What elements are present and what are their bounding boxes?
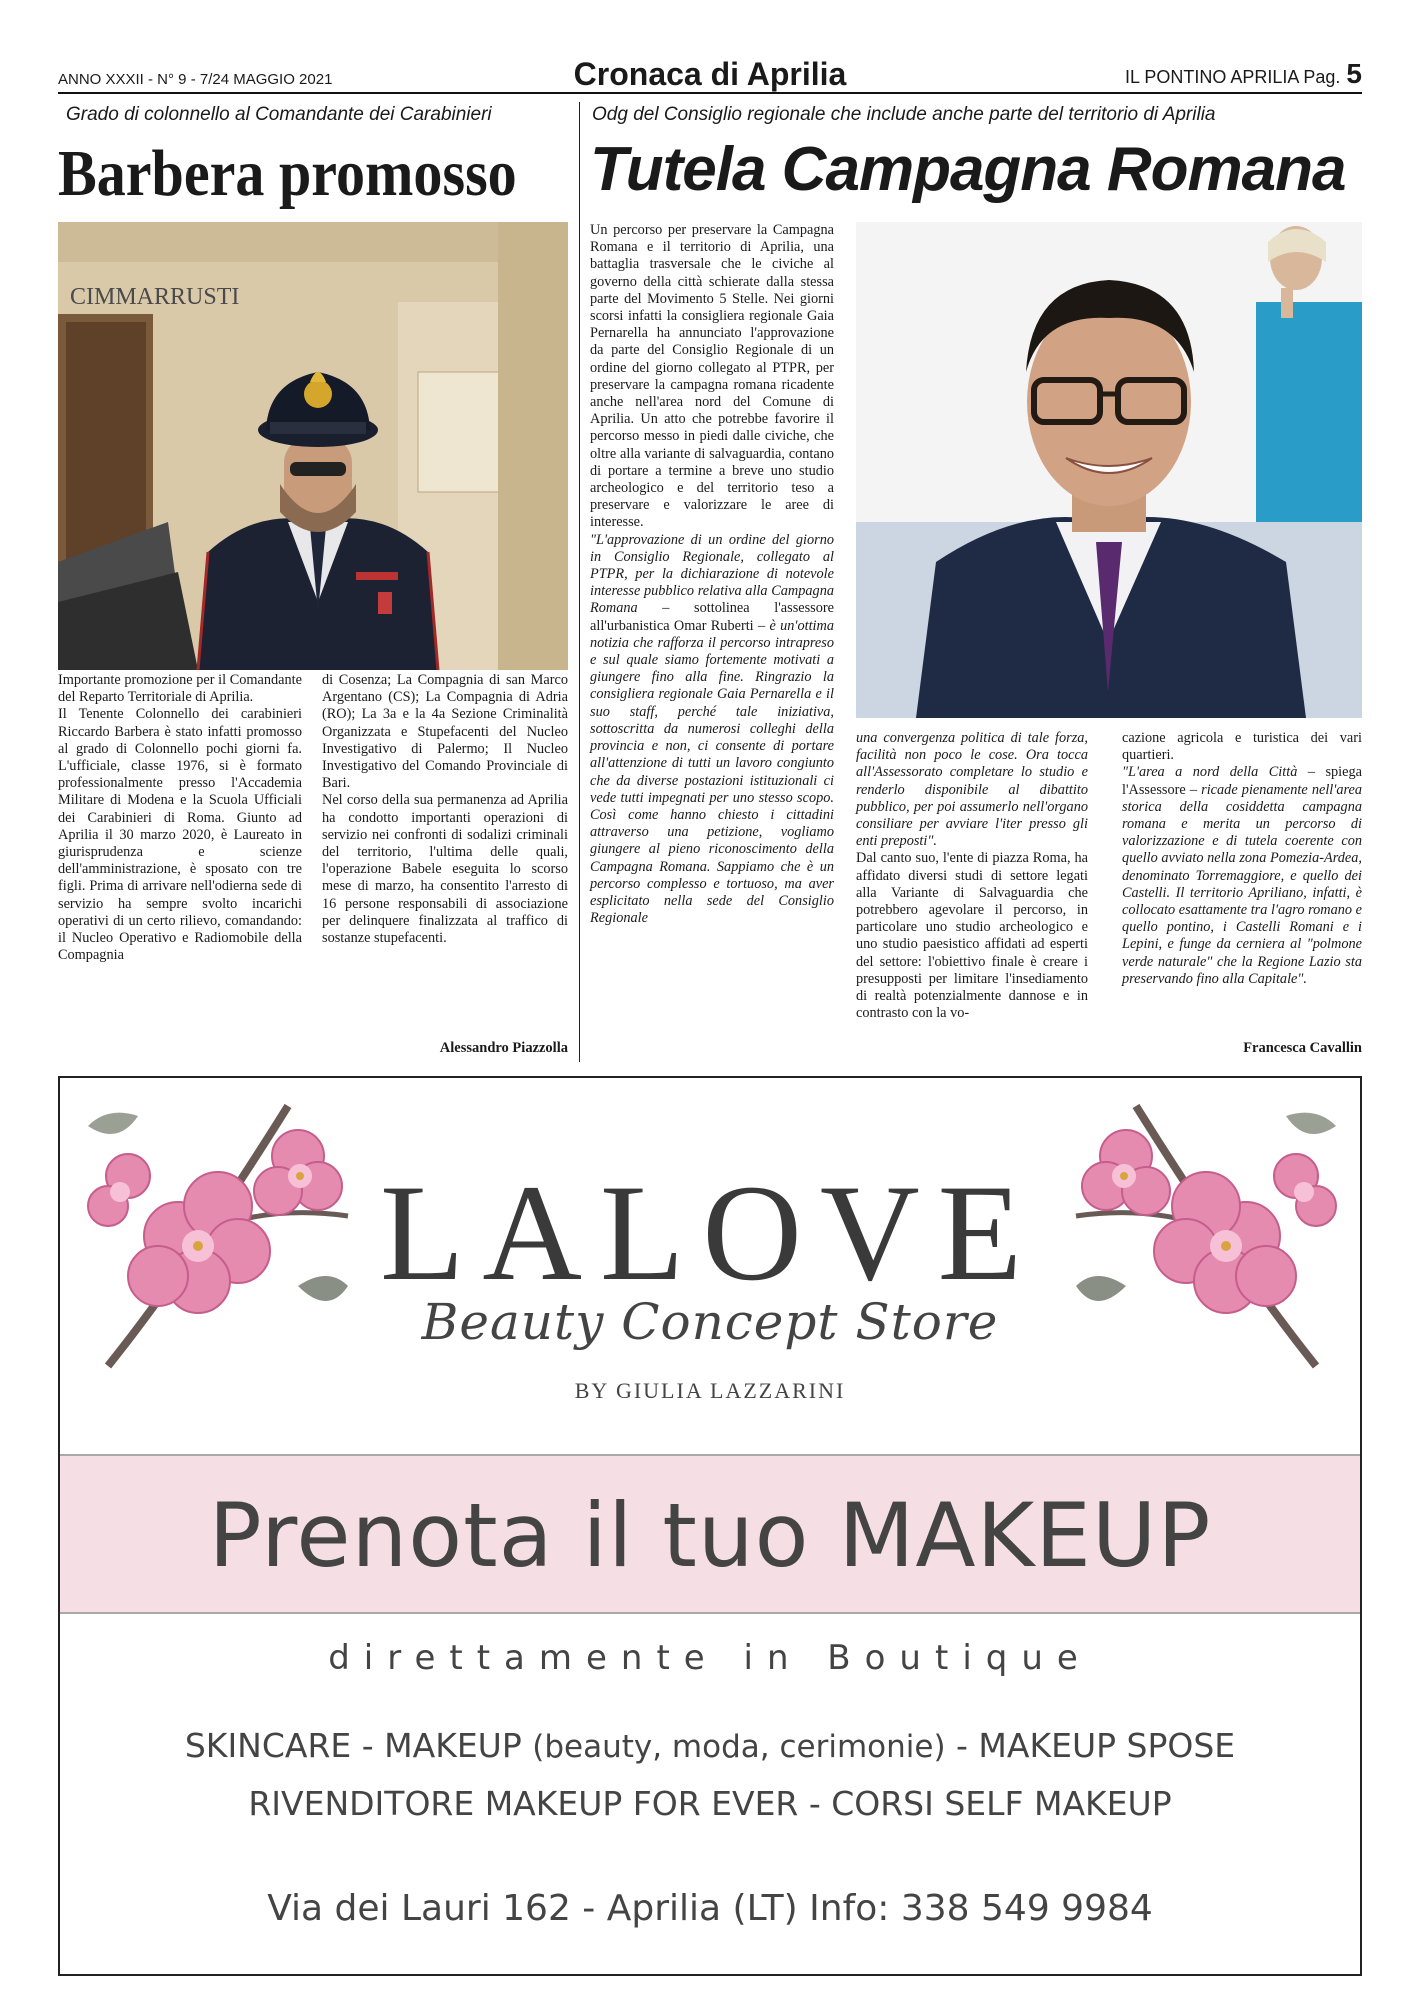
paragraph: Nel corso della sua permanenza ad Aprilia ha condotto importanti operazioni di servizio nei confronti di sodalizi criminali del territorio, l'ultima delle quali, l'operazione Babele eseguita lo scorso mese di marzo, ha consentito l'arresto di 16 persone responsabili di associazione per delinquere finalizzata al traffico di sostanze stupefacenti. [322, 792, 568, 947]
right-byline: Francesca Cavallin [1243, 1040, 1362, 1056]
services-line: SKINCARE - MAKEUP (beauty, moda, cerimonie) - MAKEUP SPOSE [184, 1726, 1236, 1765]
column-divider [579, 102, 580, 1062]
lalove-advertisement[interactable] [58, 1076, 1362, 1976]
right-kicker: Odg del Consiglio regionale che include anche parte del territorio di Aprilia [592, 104, 1216, 125]
quote-paragraph: "L'approvazione di un ordine del giorno in Consiglio Regionale, collegato al PTPR, per la dichiarazione di notevole interesse pubblico relativa alla Campagna Romana – sottolinea l'assessore all'urbanistica Omar Ruberti – è un'ottima notizia che rafforza il percorso intrapreso e sul quale siamo fortemente motivati a giungere fino alla fine. Ringrazio la consigliera regionale Gaia Pernarella e il suo staff, perché tale iniziativa, sottoscritta da numerosi colleghi della provincia e non, ci consente di portare all'attenzione di tutti un lavoro congiunto che da diverse postazioni istituzionali ci vede tutti impegnati per uno stesso scopo. Così come hanno chiesto i cittadini attraverso una petizione, vogliamo giungere al pieno riconoscimento della Campagna Romana. Sappiamo che è un percorso complesso e tortuoso, ma aver esplicitato nella sede del Consiglio Regionale [590, 531, 834, 927]
section-title: Cronaca di Aprilia [573, 56, 847, 92]
paragraph: cazione agricola e turistica dei vari quartieri. [1122, 730, 1362, 764]
left-headline: Barbera promosso [58, 137, 517, 210]
quote-paragraph: "L'area a nord della Città – spiega l'Assessore – ricade pienamente nell'area storica della cosiddetta campagna romana e merita un percorso di valorizzazione e di tutela coerente con quello avviato nella zona Pomezia-Ardea, denominato Torremaggiore, e quello dei Castelli. Il territorio Apriliano, infatti, è collocato esattamente tra l'agro romano e quello pontino, i Castelli Romani e i Lepini, e funge da cerniera al "polmone verde naturale" che la Regione Lazio sta preservando fino alla Capitale". [1122, 764, 1362, 987]
right-article-col-1 [590, 222, 834, 927]
cta-band [60, 1454, 1360, 1614]
paragraph: Importante promozione per il Comandante del Reparto Territoriale di Aprilia. [58, 672, 302, 706]
paper-name: IL PONTINO APRILIA Pag. 5 [1125, 58, 1362, 89]
photo-sign-text: CIMMARRUSTI [70, 284, 240, 310]
paragraph: Un percorso per preservare la Campagna Romana e il territorio di Aprilia, una battaglia trasversale che le civiche al governo della città schierate dalla stessa parte del Movimento 5 Stelle. Nei giorni scorsi infatti la consigliera regionale Gaia Pernarella ha annunciato l'approvazione da parte del Consiglio Regionale di un ordine del giorno collegato al PTPR, per preservare la campagna romana ricadente anche nell'area nord del Comune di Aprilia. Un atto che potrebbe favorire il percorso messo in piedi dalle civiche, che oltre alla variante di salvaguardia, contano di portare a termine a breve uno studio archeologico e del territorio teso a preservare e valorizzare le aree di interesse. [590, 222, 834, 531]
paragraph: Il Tenente Colonnello dei carabinieri Riccardo Barbera è stato infatti promosso al grado di Colonnello pochi giorni fa. L'ufficiale, classe 1976, si è formato professionalmente presso l'Accademia Militare di Modena e la Scuola Ufficiali dei Carabinieri di Roma. Giunto ad Aprilia il 30 marzo 2020, è Laureato in giurisprudenza e scienze dell'amministrazione, è sposato con tre figli. Prima di arrivare nell'odierna sede di servizio ha sempre svolto incarichi operativi di un certo rilievo, comandando: il Nucleo Operativo e Radiomobile della Compagnia [58, 706, 302, 964]
paragraph: di Cosenza; La Compagnia di san Marco Argentano (CS); La Compagnia di Adria (RO); La 3a e la 4a Sezione Criminalità Organizzata e Stupefacenti del Nucleo Investigativo di Palermo; Il Nucleo Investigativo del Comando Provinciale di Bari. [322, 672, 568, 792]
assessor-photo [856, 222, 1362, 718]
issue-info: ANNO XXXII - N° 9 - 7/24 MAGGIO 2021 [58, 71, 333, 88]
cta-text: Prenota il tuo MAKEUP [208, 1484, 1212, 1587]
officer-photo [58, 222, 568, 670]
page-number: 5 [1346, 58, 1362, 89]
masthead [58, 58, 1362, 94]
cta-subtitle: direttamente in Boutique [328, 1638, 1092, 1678]
right-article-col-3 [1122, 730, 1362, 988]
left-article-col-1 [58, 672, 302, 964]
left-kicker: Grado di colonnello al Comandante dei Carabinieri [66, 104, 492, 125]
right-article-col-2 [856, 730, 1088, 1022]
brand-logo: LALOVE [380, 1156, 1040, 1309]
left-article-col-2 [322, 672, 568, 947]
paragraph: Dal canto suo, l'ente di piazza Roma, ha affidato diversi studi di settore legati alla Variante di Salvaguardia che potrebbero agevolare il percorso, in particolare uno studio archeologico e uno studio paesistico affidati ad esperti del settore: l'obiettivo finale è creare i presupposti per limitare l'insediamento di realtà potenzialmente dannose e in contrasto con la vo- [856, 850, 1088, 1022]
quote-paragraph: una convergenza politica di tale forza, facilità non poco le cose. Ora tocca all'Assessorato completare lo studio e renderlo disponibile al dibattito pubblico, per poi assumerlo nell'organo consiliare per avviare l'iter presso gli enti preposti". [856, 730, 1088, 850]
reseller-line: RIVENDITORE MAKEUP FOR EVER - CORSI SELF MAKEUP [248, 1784, 1172, 1823]
left-byline: Alessandro Piazzolla [439, 1040, 568, 1056]
brand-owner: BY GIULIA LAZZARINI [574, 1378, 846, 1403]
brand-tagline: Beauty Concept Store [421, 1293, 999, 1351]
right-headline: Tutela Campagna Romana [590, 135, 1346, 204]
contact-info: Via dei Lauri 162 - Aprilia (LT) Info: 338 549 9984 [267, 1888, 1153, 1929]
